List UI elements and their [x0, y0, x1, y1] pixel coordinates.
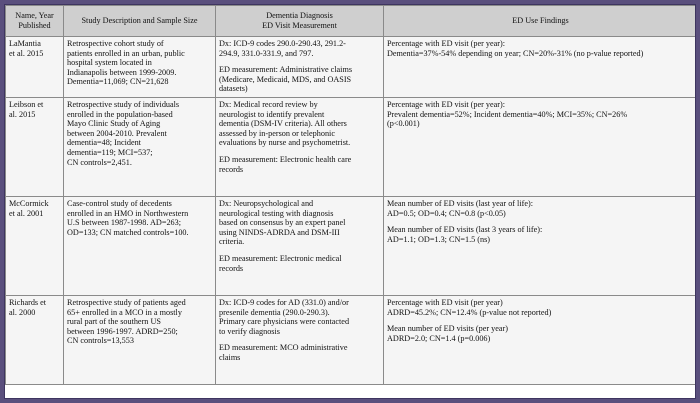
header-study-description: Study Description and Sample Size	[64, 6, 216, 37]
table-row	[6, 98, 697, 197]
cell-findings: Percentage with ED visit (per year): Prevalent dementia=52%; Incident dementia=40%; MCI=35%; CN=26% (p<0.001)	[384, 98, 697, 197]
cell-diagnosis: Dx: Medical record review by neurologist to identify prevalent dementia (DSM-IV criteria). All others assessed by in-person or telephonic evaluations by nurse and psychometrist. ED measurement: Electronic health care records	[216, 98, 384, 197]
header-name-year: Name, Year Published	[6, 6, 64, 37]
cell-description: Retrospective study of patients aged 65+ enrolled in a MCO in a mostly rural part of the southern US between 1996-1997. ADRD=250; CN controls=13,553	[64, 296, 216, 385]
header-dementia-diagnosis: Dementia Diagnosis ED Visit Measurement	[216, 6, 384, 37]
cell-description: Retrospective cohort study of patients enrolled in an urban, public hospital system located in Indianapolis between 1999-2009. Dementia=11,069; CN=21,628	[64, 37, 216, 98]
cell-findings: Percentage with ED visit (per year) ADRD=45.2%; CN=12.4% (p-value not reported) Mean number of ED visits (per year) ADRD=2.0; CN=1.4 (p=0.006)	[384, 296, 697, 385]
cell-name-year: McCormick et al. 2001	[6, 197, 64, 296]
table-row	[6, 197, 697, 296]
cell-diagnosis: Dx: ICD-9 codes for AD (331.0) and/or presenile dementia (290.0-290.3). Primary care physicians were contacted to verify diagnosis ED measurement: MCO administrative claims	[216, 296, 384, 385]
cell-name-year: LaMantia et al. 2015	[6, 37, 64, 98]
cell-name-year: Richards et al. 2000	[6, 296, 64, 385]
cell-description: Case-control study of decedents enrolled in an HMO in Northwestern U.S between 1987-1998. AD=263; OD=133; CN matched controls=100.	[64, 197, 216, 296]
cell-description: Retrospective study of individuals enrolled in the population-based Mayo Clinic Study of Aging between 2004-2010. Prevalent dementia=48; Incident dementia=119; MCI=537; CN controls=2,451.	[64, 98, 216, 197]
cell-name-year: Leibson et al. 2015	[6, 98, 64, 197]
table-row	[6, 37, 697, 98]
table-row	[6, 296, 697, 385]
table-header-row	[6, 6, 697, 37]
header-ed-use-findings: ED Use Findings	[384, 6, 697, 37]
cell-diagnosis: Dx: Neuropsychological and neurological testing with diagnosis based on consensus by an expert panel using NINDS-ADRDA and DSM-III criteria. ED measurement: Electronic medical records	[216, 197, 384, 296]
cell-findings: Percentage with ED visit (per year): Dementia=37%-54% depending on year; CN=20%-31% (no p-value reported)	[384, 37, 697, 98]
cell-findings: Mean number of ED visits (last year of life): AD=0.5; OD=0.4; CN=0.8 (p<0.05) Mean number of ED visits (last 3 years of life): AD=1.1; OD=1.3; CN=1.5 (ns)	[384, 197, 697, 296]
cell-diagnosis: Dx: ICD-9 codes 290.0-290.43, 291.2- 294.9, 331.0-331.9, and 797. ED measurement: Administrative claims (Medicare, Medicaid, MDS, and OASIS datasets)	[216, 37, 384, 98]
ed-use-studies-table	[5, 5, 696, 385]
document-frame	[4, 4, 696, 399]
